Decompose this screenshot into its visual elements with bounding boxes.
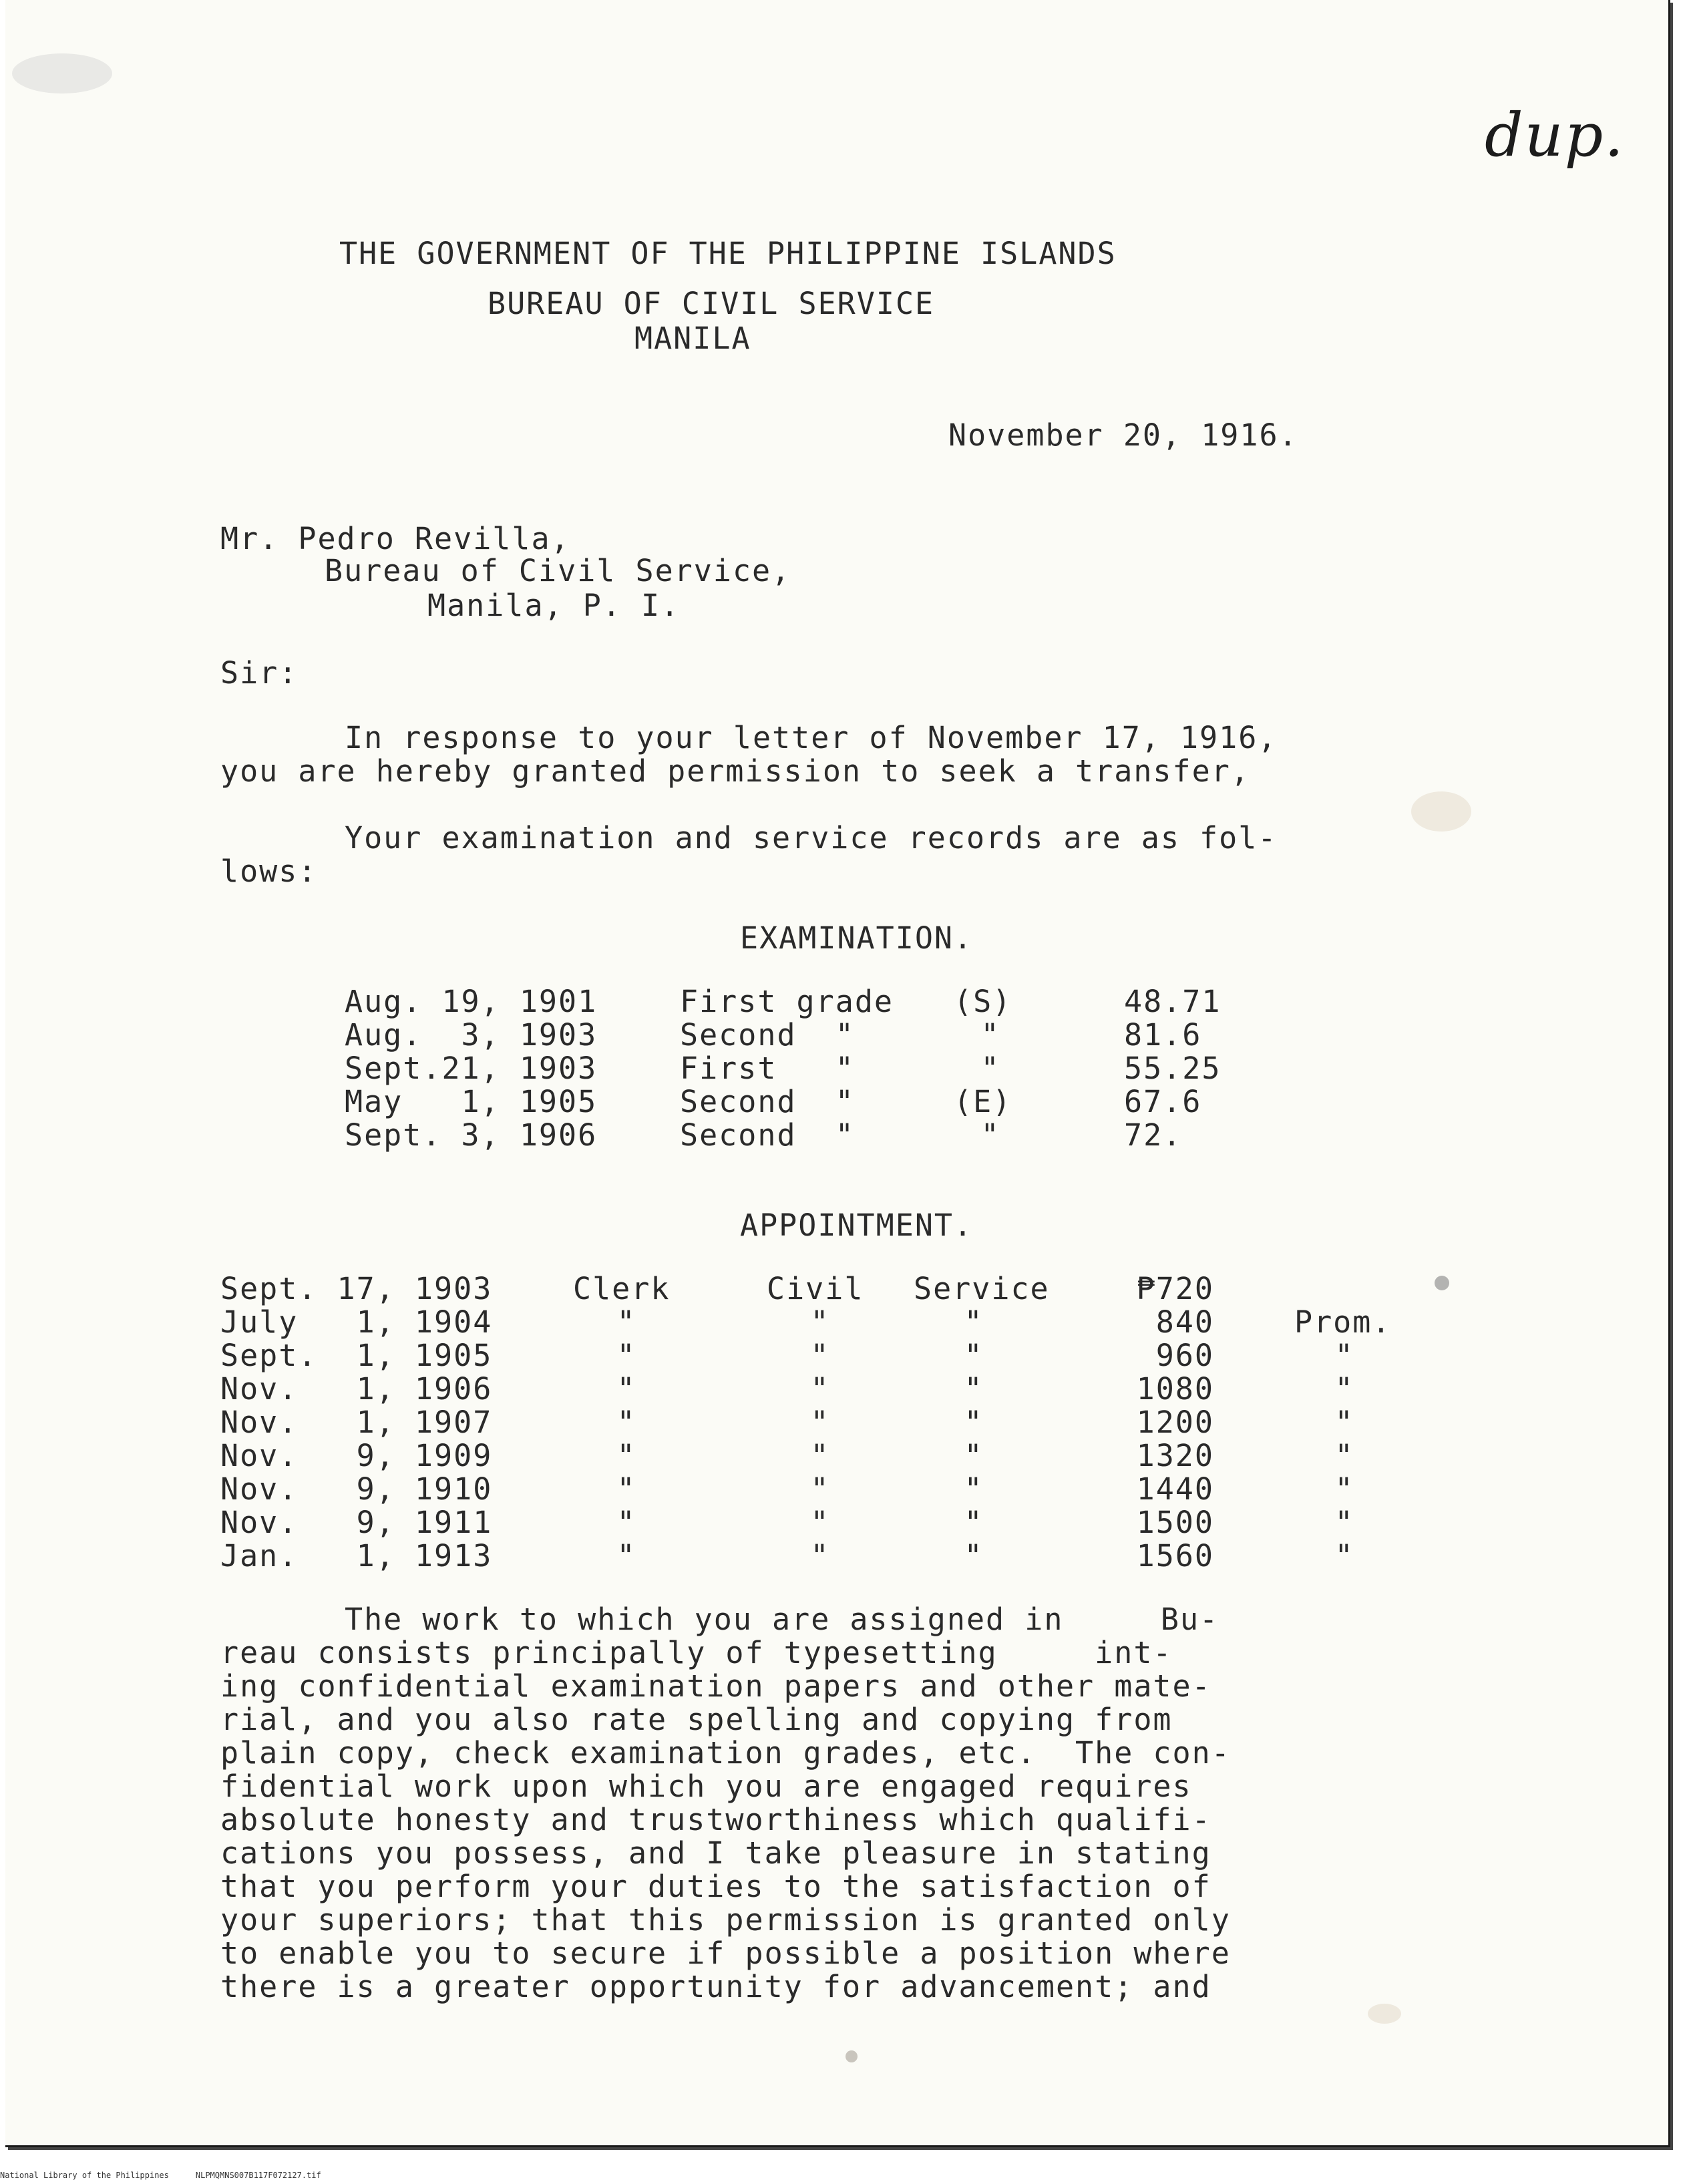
paragraph3-line: that you perform your duties to the satisfaction of — [220, 1869, 1211, 1904]
appt-service: " — [964, 1405, 984, 1440]
appt-civil: " — [810, 1505, 830, 1540]
addressee-city: Manila, P. I. — [427, 588, 681, 623]
appt-date: Nov. 9, 1909 — [220, 1438, 493, 1473]
exam-type: (S) — [954, 984, 1012, 1019]
exam-score: 72. — [1124, 1117, 1183, 1153]
paragraph2-line: Your examination and service records are as fol- — [345, 820, 1278, 856]
exam-type: " — [980, 1051, 1000, 1086]
appt-note: " — [1334, 1538, 1354, 1574]
stain-mark — [1411, 791, 1471, 832]
scan-footer — [0, 2171, 348, 2180]
appt-date: Jan. 1, 1913 — [220, 1538, 493, 1574]
appt-date: Nov. 9, 1911 — [220, 1505, 493, 1540]
paragraph2-line: lows: — [220, 854, 318, 889]
appt-salary: 1320 — [1136, 1438, 1214, 1473]
letter-page — [5, 0, 1670, 2147]
exam-type: " — [980, 1017, 1000, 1053]
exam-date: Sept.21, 1903 — [345, 1051, 598, 1086]
letter-date: November 20, 1916. — [948, 417, 1298, 453]
paragraph3-line: ing confidential examination papers and other mate- — [220, 1668, 1211, 1704]
appt-salary: 1200 — [1136, 1405, 1214, 1440]
appt-civil: " — [810, 1405, 830, 1440]
appt-position: " — [616, 1505, 636, 1540]
appt-date: Nov. 1, 1906 — [220, 1371, 493, 1407]
paragraph3-line: reau consists principally of typesetting int- — [220, 1635, 1173, 1670]
stain-mark — [846, 2050, 858, 2062]
appt-position: " — [616, 1338, 636, 1373]
appt-salary: 1440 — [1136, 1471, 1214, 1507]
appt-salary: 960 — [1155, 1338, 1214, 1373]
appt-civil: " — [810, 1371, 830, 1407]
appt-service: " — [964, 1338, 984, 1373]
appt-note: " — [1334, 1371, 1354, 1407]
appt-note: " — [1334, 1338, 1354, 1373]
appt-date: Nov. 1, 1907 — [220, 1405, 493, 1440]
appt-date: Nov. 9, 1910 — [220, 1471, 493, 1507]
appt-civil: " — [810, 1338, 830, 1373]
footer-file-id: NLPMQMNS007B117F072127.tif — [195, 2171, 321, 2180]
paragraph3-line: rial, and you also rate spelling and copying from — [220, 1702, 1173, 1737]
exam-grade: First " — [680, 1051, 855, 1086]
appt-position: Clerk — [573, 1271, 671, 1306]
exam-grade: Second " — [680, 1017, 855, 1053]
appt-note: " — [1334, 1505, 1354, 1540]
paragraph3-line: cations you possess, and I take pleasure in stating — [220, 1835, 1211, 1871]
appt-note: " — [1334, 1438, 1354, 1473]
paragraph3-line: there is a greater opportunity for advancement; and — [220, 1969, 1211, 2004]
appt-position: " — [616, 1471, 636, 1507]
appt-service: " — [964, 1538, 984, 1574]
exam-date: Aug. 19, 1901 — [345, 984, 598, 1019]
appt-salary: 1500 — [1136, 1505, 1214, 1540]
appt-salary: ₱720 — [1136, 1271, 1214, 1306]
appt-civil: " — [810, 1304, 830, 1340]
appt-date: Sept. 1, 1905 — [220, 1338, 493, 1373]
appt-service: " — [964, 1505, 984, 1540]
appt-position: " — [616, 1405, 636, 1440]
appt-civil: " — [810, 1438, 830, 1473]
stain-mark — [1435, 1276, 1449, 1290]
appt-service: " — [964, 1438, 984, 1473]
salutation: Sir: — [220, 655, 299, 691]
exam-grade: First grade — [680, 984, 894, 1019]
paragraph3-line: fidential work upon which you are engaged requires — [220, 1769, 1192, 1804]
paragraph1-line: you are hereby granted permission to seek a transfer, — [220, 753, 1250, 789]
stain-mark — [1368, 2004, 1401, 2024]
addressee-name: Mr. Pedro Revilla, — [220, 521, 570, 556]
appt-date: July 1, 1904 — [220, 1304, 493, 1340]
letterhead-bureau: BUREAU OF CIVIL SERVICE — [488, 286, 935, 321]
appt-date: Sept. 17, 1903 — [220, 1271, 493, 1306]
appt-salary: 1080 — [1136, 1371, 1214, 1407]
addressee-office: Bureau of Civil Service, — [325, 553, 791, 588]
exam-grade: Second " — [680, 1084, 855, 1119]
examination-heading: EXAMINATION. — [740, 920, 974, 956]
exam-date: May 1, 1905 — [345, 1084, 598, 1119]
appt-service: Service — [914, 1271, 1050, 1306]
exam-score: 67.6 — [1124, 1084, 1202, 1119]
appt-position: " — [616, 1371, 636, 1407]
appt-civil: " — [810, 1471, 830, 1507]
appt-note: " — [1334, 1405, 1354, 1440]
paragraph3-line: plain copy, check examination grades, etc. The con- — [220, 1735, 1231, 1771]
appt-service: " — [964, 1304, 984, 1340]
appt-position: " — [616, 1538, 636, 1574]
exam-date: Sept. 3, 1906 — [345, 1117, 598, 1153]
exam-score: 55.25 — [1124, 1051, 1222, 1086]
exam-type: " — [980, 1117, 1000, 1153]
paragraph3-line: The work to which you are assigned in Bu- — [345, 1602, 1219, 1637]
appointment-heading: APPOINTMENT. — [740, 1208, 974, 1243]
appt-salary: 840 — [1155, 1304, 1214, 1340]
appt-civil: " — [810, 1538, 830, 1574]
appt-position: " — [616, 1304, 636, 1340]
paragraph3-line: your superiors; that this permission is granted only — [220, 1902, 1231, 1938]
appt-salary: 1560 — [1136, 1538, 1214, 1574]
stain-mark — [12, 53, 112, 94]
exam-score: 48.71 — [1124, 984, 1222, 1019]
exam-type: (E) — [954, 1084, 1012, 1119]
footer-library: National Library of the Philippines — [0, 2171, 169, 2180]
appt-service: " — [964, 1471, 984, 1507]
appt-civil: Civil — [767, 1271, 864, 1306]
exam-grade: Second " — [680, 1117, 855, 1153]
paragraph1-line: In response to your letter of November 17, 1916, — [345, 720, 1278, 755]
appt-note: Prom. — [1294, 1304, 1392, 1340]
letterhead-city: MANILA — [634, 321, 751, 356]
paragraph3-line: absolute honesty and trustworthiness which qualifi- — [220, 1802, 1211, 1837]
exam-score: 81.6 — [1124, 1017, 1202, 1053]
appt-service: " — [964, 1371, 984, 1407]
appt-position: " — [616, 1438, 636, 1473]
letterhead-government: THE GOVERNMENT OF THE PHILIPPINE ISLANDS — [339, 236, 1117, 271]
exam-date: Aug. 3, 1903 — [345, 1017, 598, 1053]
paragraph3-line: to enable you to secure if possible a position where — [220, 1936, 1231, 1971]
appt-note: " — [1334, 1471, 1354, 1507]
handwritten-note: dup. — [1485, 100, 1625, 170]
